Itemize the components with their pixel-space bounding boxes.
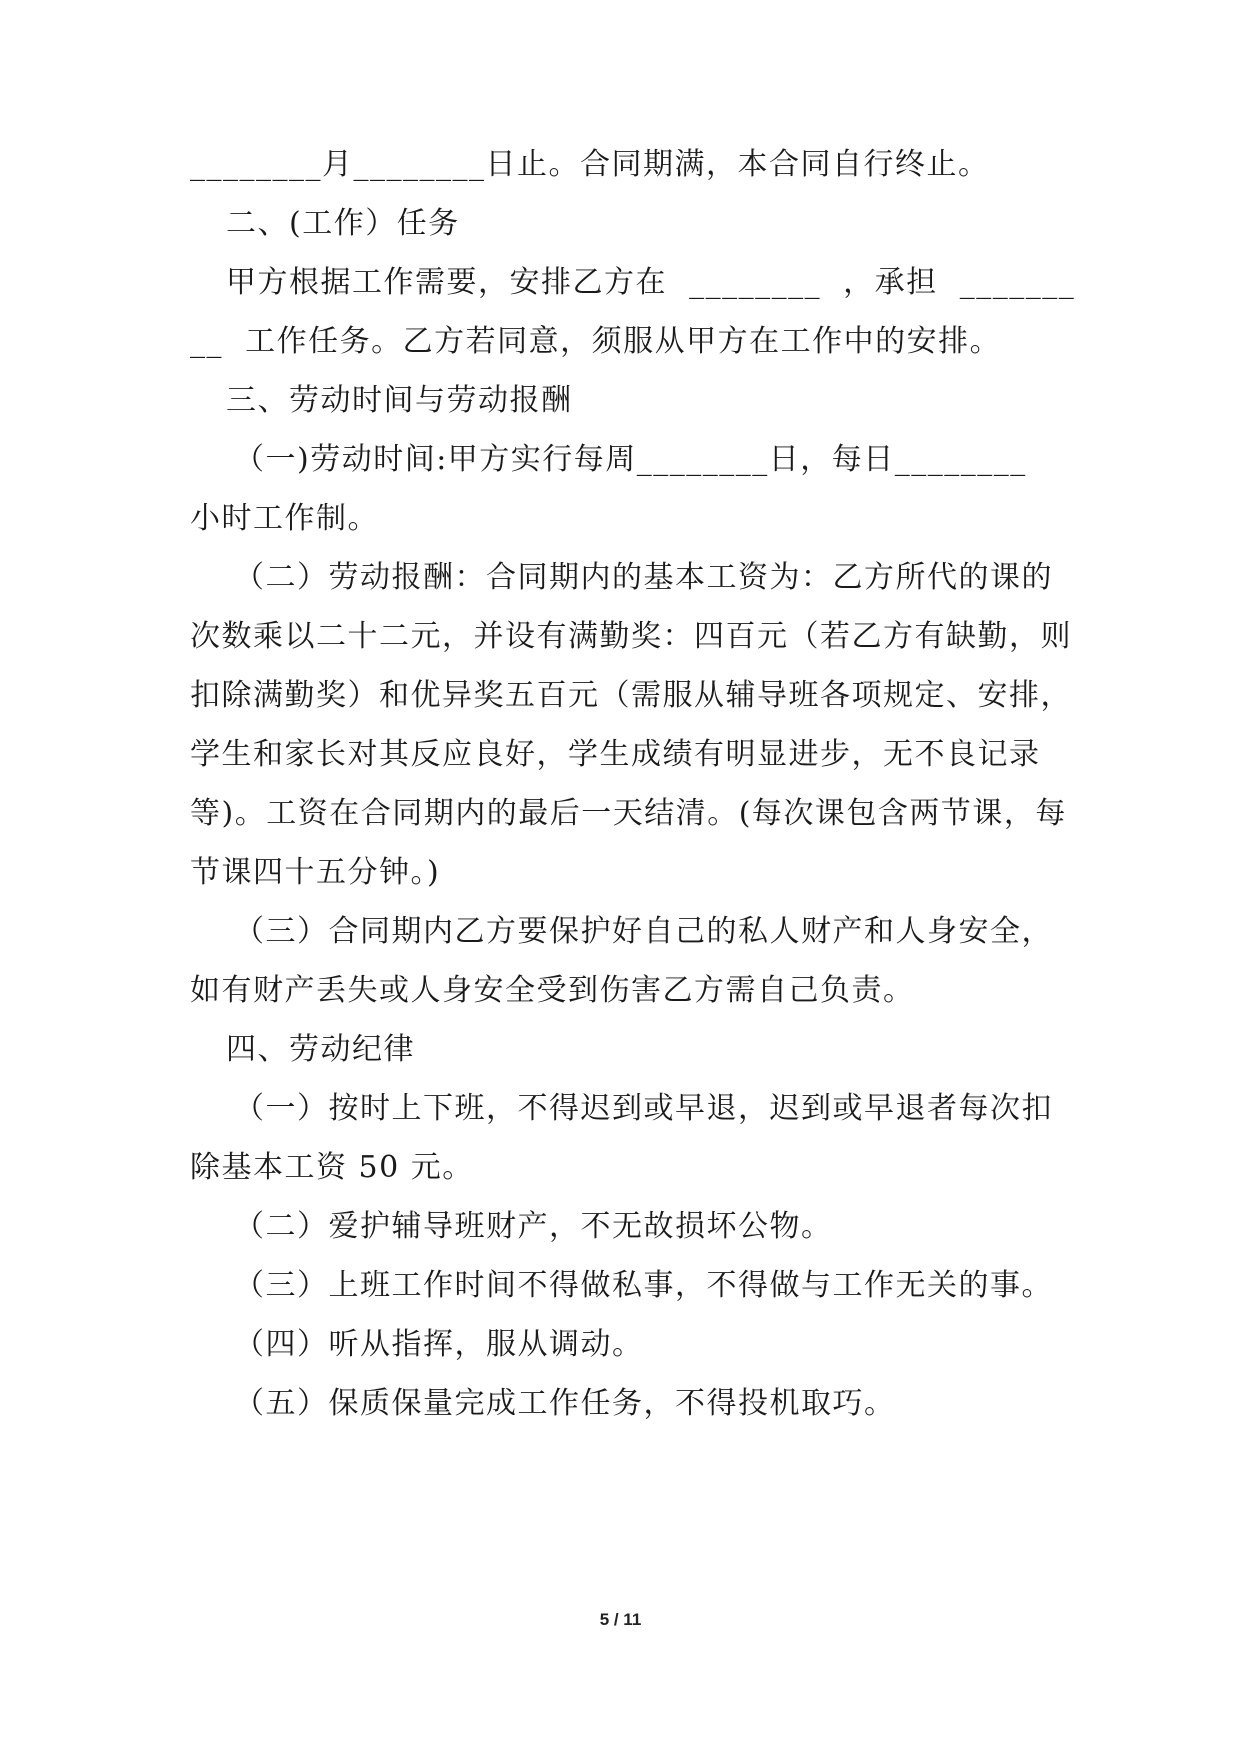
text-line: （三）上班工作时间不得做私事，不得做与工作无关的事。	[234, 1268, 1053, 1303]
text-line: ________月________日止。合同期满，本合同自行终止。	[190, 147, 990, 182]
text-line: 学生和家长对其反应良好，学生成绩有明显进步，无不良记录	[190, 737, 1041, 772]
text-line: （一)劳动时间:甲方实行每周________日，每日________	[234, 442, 1027, 477]
text-line: （一）按时上下班，不得迟到或早退，迟到或早退者每次扣	[234, 1091, 1053, 1126]
text-line: （五）保质保量完成工作任务，不得投机取巧。	[234, 1386, 896, 1421]
text-line: 扣除满勤奖）和优异奖五百元（需服从辅导班各项规定、安排，	[190, 678, 1072, 713]
section-heading: 三、劳动时间与劳动报酬	[226, 383, 573, 418]
text-line: 等)。工资在合同期内的最后一天结清。(每次课包含两节课，每	[190, 796, 1067, 831]
text-line: 如有财产丢失或人身安全受到伤害乙方需自己负责。	[190, 973, 915, 1008]
text-line: （二）爱护辅导班财产，不无故损坏公物。	[234, 1209, 833, 1244]
text-line: （二）劳动报酬：合同期内的基本工资为：乙方所代的课的	[234, 560, 1053, 595]
text-line: 节课四十五分钟。)	[190, 855, 441, 890]
text-line: （四）听从指挥，服从调动。	[234, 1327, 644, 1362]
text-line: __ 工作任务。乙方若同意，须服从甲方在工作中的安排。	[190, 324, 1002, 359]
text-line: 小时工作制。	[190, 501, 379, 536]
section-heading: 四、劳动纪律	[226, 1032, 415, 1067]
page-number: 5 / 11	[599, 1610, 642, 1629]
text-line: 次数乘以二十二元，并设有满勤奖：四百元（若乙方有缺勤，则	[190, 619, 1072, 654]
text-line: 除基本工资 50 元。	[190, 1150, 474, 1185]
text-line: 甲方根据工作需要，安排乙方在 ________ ，承担 _______	[226, 265, 1076, 300]
text-line: （三）合同期内乙方要保护好自己的私人财产和人身安全，	[234, 914, 1053, 949]
section-heading: 二、(工作）任务	[226, 206, 460, 241]
